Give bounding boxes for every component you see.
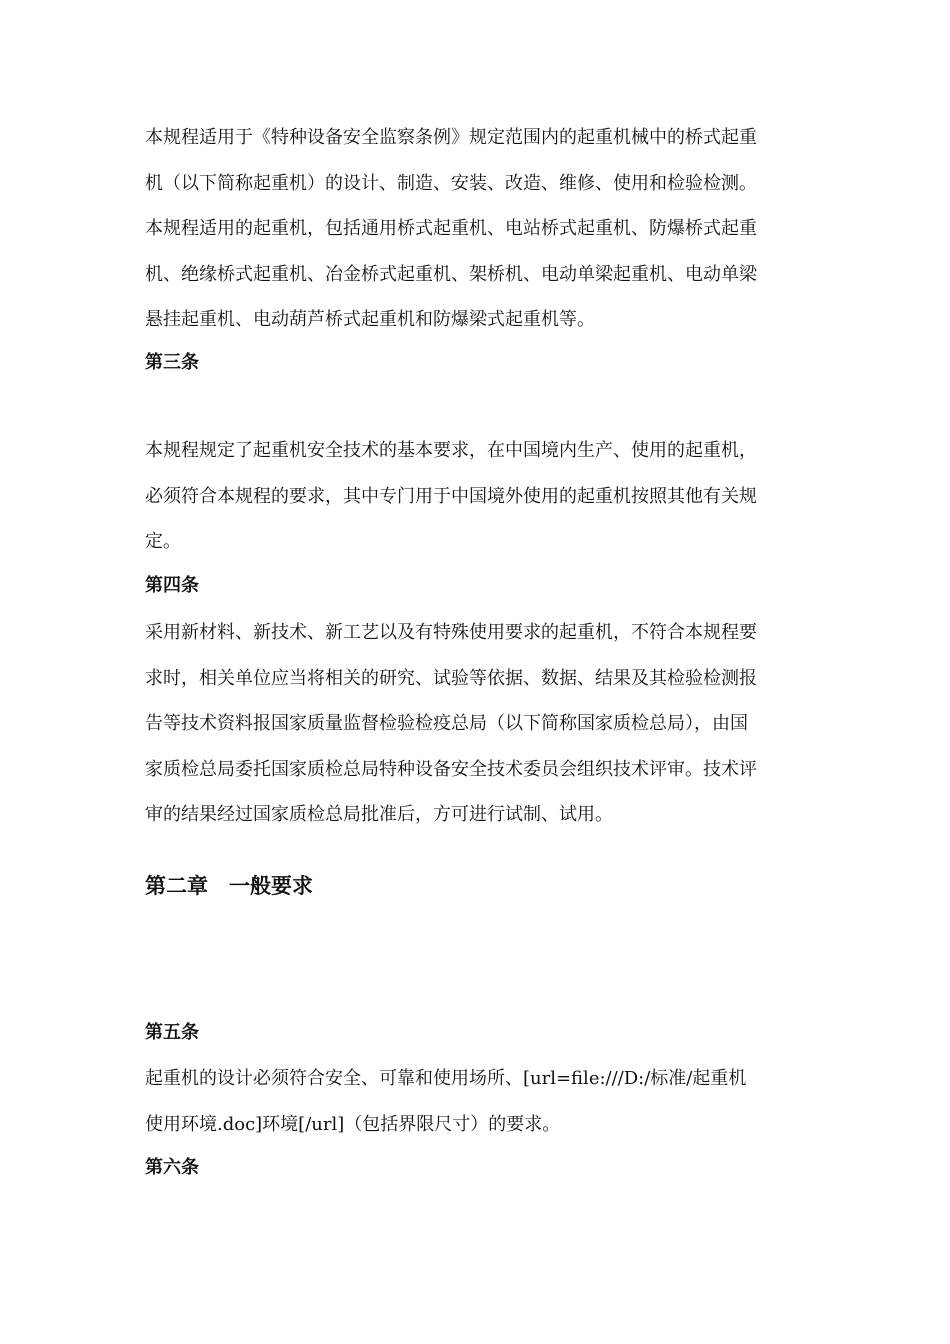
text-line: 告等技术资料报国家质量监督检验检疫总局（以下简称国家质检总局），由国 [145,713,748,734]
text-line: 审的结果经过国家质检总局批准后，方可进行试制、试用。 [145,804,613,825]
text-line: 悬挂起重机、电动葫芦桥式起重机和防爆梁式起重机等。 [145,309,595,330]
text-line: 采用新材料、新技术、新工艺以及有特殊使用要求的起重机，不符合本规程要 [145,622,757,643]
article-6-heading: 第六条 [145,1157,199,1178]
text-line: 定。 [145,531,181,552]
article-3-heading: 第三条 [145,352,199,373]
text-line: 机、绝缘桥式起重机、冶金桥式起重机、架桥机、电动单梁起重机、电动单梁 [145,263,757,285]
chapter-2-heading: 第二章 一般要求 [145,874,313,898]
text-line: 求时，相关单位应当将相关的研究、试验等依据、数据、结果及其检验检测报 [145,667,757,689]
text-line: 本规程适用的起重机，包括通用桥式起重机、电站桥式起重机、防爆桥式起重 [145,218,757,239]
article-4-heading: 第四条 [145,575,199,596]
text-line: 使用环境.doc]环境[/url]（包括界限尺寸）的要求。 [145,1113,561,1135]
text-line: 本规程适用于《特种设备安全监察条例》规定范围内的起重机械中的桥式起重 [145,127,757,148]
article-3-paragraph [145,428,810,565]
article-5-paragraph [145,1056,810,1147]
text-line: 本规程规定了起重机安全技术的基本要求，在中国境内生产、使用的起重机， [145,440,757,461]
text-line: 机（以下简称起重机）的设计、制造、安装、改造、维修、使用和检验检测。 [145,172,757,194]
text-line: 必须符合本规程的要求，其中专门用于中国境外使用的起重机按照其他有关规 [145,485,757,507]
article-5-heading: 第五条 [145,1022,199,1043]
text-line: 家质检总局委托国家质检总局特种设备安全技术委员会组织技术评审。技术评 [145,758,757,780]
article-4-paragraph [145,610,810,838]
scope-paragraph [145,115,810,343]
text-line: 起重机的设计必须符合安全、可靠和使用场所、[url=file:///D:/标准/起重机 [145,1068,747,1089]
